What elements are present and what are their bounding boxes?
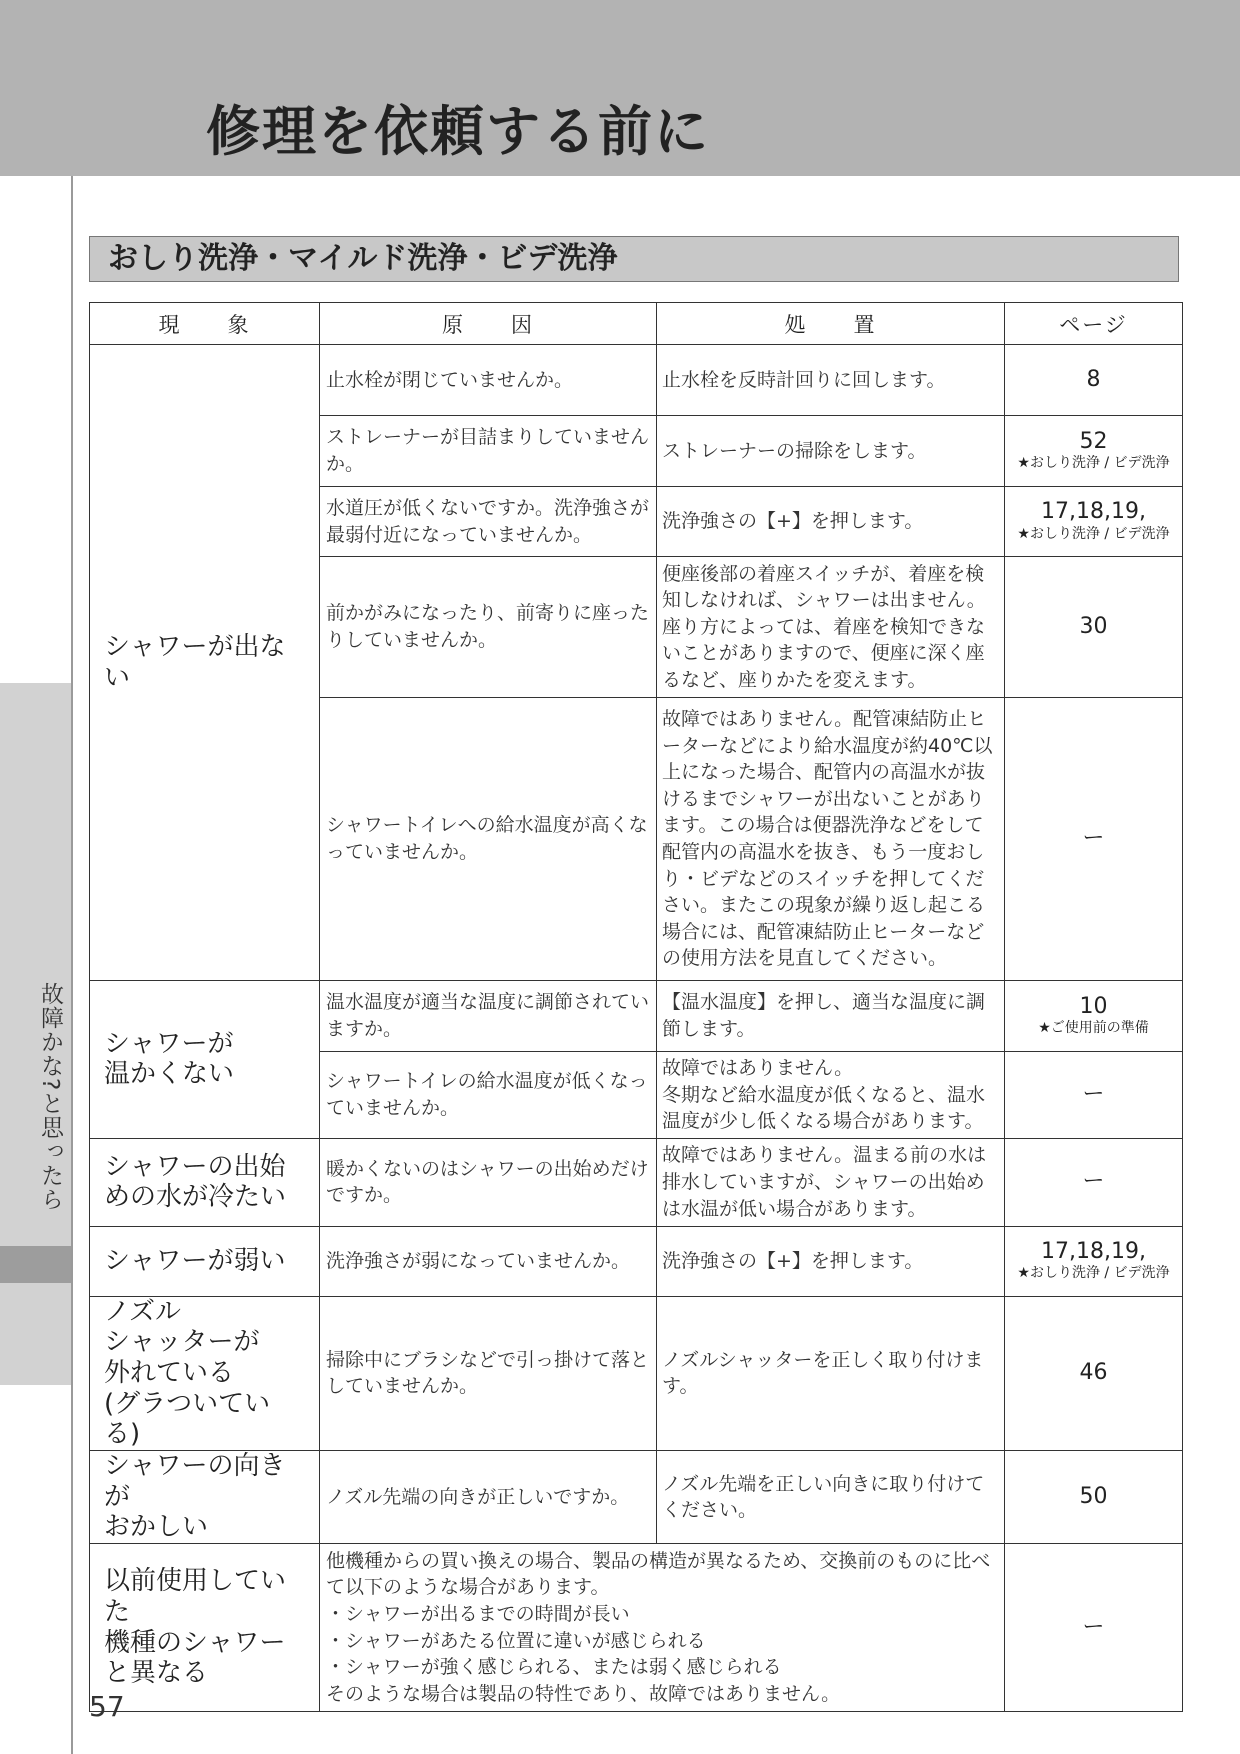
fix-cell: 故障ではありません。温まる前の水は排水していますが、シャワーの出始めは水温が低い場合があります。 <box>657 1138 1005 1226</box>
page-ref-cell <box>1005 416 1183 487</box>
cause-cell: 洗浄強さが弱になっていませんか。 <box>320 1226 657 1296</box>
fix-cell: 故障ではありません。配管凍結防止ヒーターなどにより給水温度が約40℃以上になった場合、配管内の高温水が抜けるまでシャワーが出ないことがあります。この場合は便器洗浄などをして配管内の高温水を抜き、もう一度おしり・ビデなどのスイッチを押してください。またこの現象が繰り返し起こる場合には、配管凍結防止ヒーターなどの使用方法を見直してください。 <box>657 698 1005 981</box>
fix-cell: ノズル先端を正しい向きに取り付けてください。 <box>657 1451 1005 1544</box>
page-ref-note: ★おしり洗浄 / ビデ洗浄 <box>1017 455 1170 471</box>
cause-cell: ストレーナーが目詰まりしていませんか。 <box>320 416 657 487</box>
fix-cell: 便座後部の着座スイッチが、着座を検知しなければ、シャワーは出ません。座り方によっては、着座を検知できないことがありますので、便座に深く座るなど、座りかたを変えます。 <box>657 557 1005 698</box>
cause-cell: ノズル先端の向きが正しいですか。 <box>320 1451 657 1544</box>
cause-cell: シャワートイレの給水温度が低くなっていませんか。 <box>320 1052 657 1139</box>
fix-cell: 【温水温度】を押し、適当な温度に調節します。 <box>657 981 1005 1052</box>
fix-cell: 洗浄強さの【+】を押します。 <box>657 487 1005 557</box>
fix-cell: 洗浄強さの【+】を押します。 <box>657 1226 1005 1296</box>
page-ref: ー <box>1082 825 1105 851</box>
fix-cell: ストレーナーの掃除をします。 <box>657 416 1005 487</box>
page-ref: 17,18,19, <box>1041 1239 1146 1265</box>
page-ref-cell <box>1005 1226 1183 1296</box>
column-header-page: ページ <box>1005 303 1183 345</box>
page-ref-cell <box>1005 698 1183 981</box>
table-row <box>90 1544 1183 1712</box>
table-row <box>90 1296 1183 1450</box>
symptom-cell: シャワーが出ない <box>90 345 320 981</box>
page-ref: 10 <box>1079 993 1108 1019</box>
page-ref-cell <box>1005 1296 1183 1450</box>
table-row <box>90 1451 1183 1544</box>
cause-cell: 前かがみになったり、前寄りに座ったりしていませんか。 <box>320 557 657 698</box>
page-ref: 50 <box>1079 1484 1108 1510</box>
cause-cell: 水道圧が低くないですか。洗浄強さが最弱付近になっていませんか。 <box>320 487 657 557</box>
page-ref-cell <box>1005 1138 1183 1226</box>
fix-cell: 止水栓を反時計回りに回します。 <box>657 345 1005 416</box>
symptom-cell: ノズル シャッターが 外れている (グラついている) <box>90 1296 320 1450</box>
page-ref: ー <box>1082 1169 1105 1195</box>
page-ref-cell <box>1005 1544 1183 1712</box>
margin-rule <box>71 176 73 1754</box>
page-ref-note: ★ご使用前の準備 <box>1038 1020 1149 1036</box>
symptom-cell: シャワーの出始 めの水が冷たい <box>90 1138 320 1226</box>
symptom-cell: シャワーの向きが おかしい <box>90 1451 320 1544</box>
column-header-symptom: 現 象 <box>90 303 320 345</box>
page-number: 57 <box>89 1690 125 1723</box>
troubleshooting-table <box>89 302 1183 1712</box>
cause-cell: 温水温度が適当な温度に調節されていますか。 <box>320 981 657 1052</box>
section-heading-bar <box>89 236 1179 282</box>
page-ref-cell <box>1005 981 1183 1052</box>
table-header-row <box>90 303 1183 345</box>
page-ref-cell <box>1005 487 1183 557</box>
merged-explanation-cell: 他機種からの買い換えの場合、製品の構造が異なるため、交換前のものに比べて以下のような場合があります。 ・シャワーが出るまでの時間が長い ・シャワーがあたる位置に違いが感じられる ・シャワーが強く感じられる、または弱く感じられる そのような場合は製品の特性であり、故障ではありません。 <box>320 1544 1005 1712</box>
page-ref-note: ★おしり洗浄 / ビデ洗浄 <box>1017 525 1170 542</box>
table-row <box>90 1226 1183 1296</box>
page-ref: 52 <box>1079 428 1108 454</box>
page-ref: ー <box>1082 1614 1105 1640</box>
table-row <box>90 345 1183 416</box>
page-ref-note: ★おしり洗浄 / ビデ洗浄 <box>1017 1265 1170 1282</box>
cause-cell: 掃除中にブラシなどで引っ掛けて落としていませんか。 <box>320 1296 657 1450</box>
table-row <box>90 981 1183 1052</box>
fix-cell: ノズルシャッターを正しく取り付けます。 <box>657 1296 1005 1450</box>
section-heading: おしり洗浄・マイルド洗浄・ビデ洗浄 <box>108 241 618 276</box>
page-title: 修理を依頼する前に <box>206 100 710 163</box>
symptom-cell: シャワーが弱い <box>90 1226 320 1296</box>
column-header-cause: 原 因 <box>320 303 657 345</box>
cause-cell: シャワートイレへの給水温度が高くなっていませんか。 <box>320 698 657 981</box>
fix-cell: 故障ではありません。 冬期など給水温度が低くなると、温水温度が少し低くなる場合があります。 <box>657 1052 1005 1139</box>
page-ref-cell <box>1005 557 1183 698</box>
page-ref-cell <box>1005 345 1183 416</box>
side-tab-marker <box>0 1246 71 1283</box>
cause-cell: 止水栓が閉じていませんか。 <box>320 345 657 416</box>
page-ref-cell <box>1005 1052 1183 1139</box>
page-ref: 30 <box>1079 613 1108 639</box>
page-ref-cell <box>1005 1451 1183 1544</box>
symptom-cell: シャワーが 温かくない <box>90 981 320 1139</box>
page-ref: 8 <box>1086 366 1101 392</box>
page-ref: 17,18,19, <box>1041 499 1146 525</box>
cause-cell: 暖かくないのはシャワーの出始めだけですか。 <box>320 1138 657 1226</box>
page-ref: ー <box>1082 1081 1105 1107</box>
page-ref: 46 <box>1079 1360 1108 1386</box>
symptom-cell: 以前使用していた 機種のシャワー と異なる <box>90 1544 320 1712</box>
table-row <box>90 1138 1183 1226</box>
column-header-fix: 処 置 <box>657 303 1005 345</box>
side-tab-label: 故障かな?と思ったら <box>37 982 63 1212</box>
